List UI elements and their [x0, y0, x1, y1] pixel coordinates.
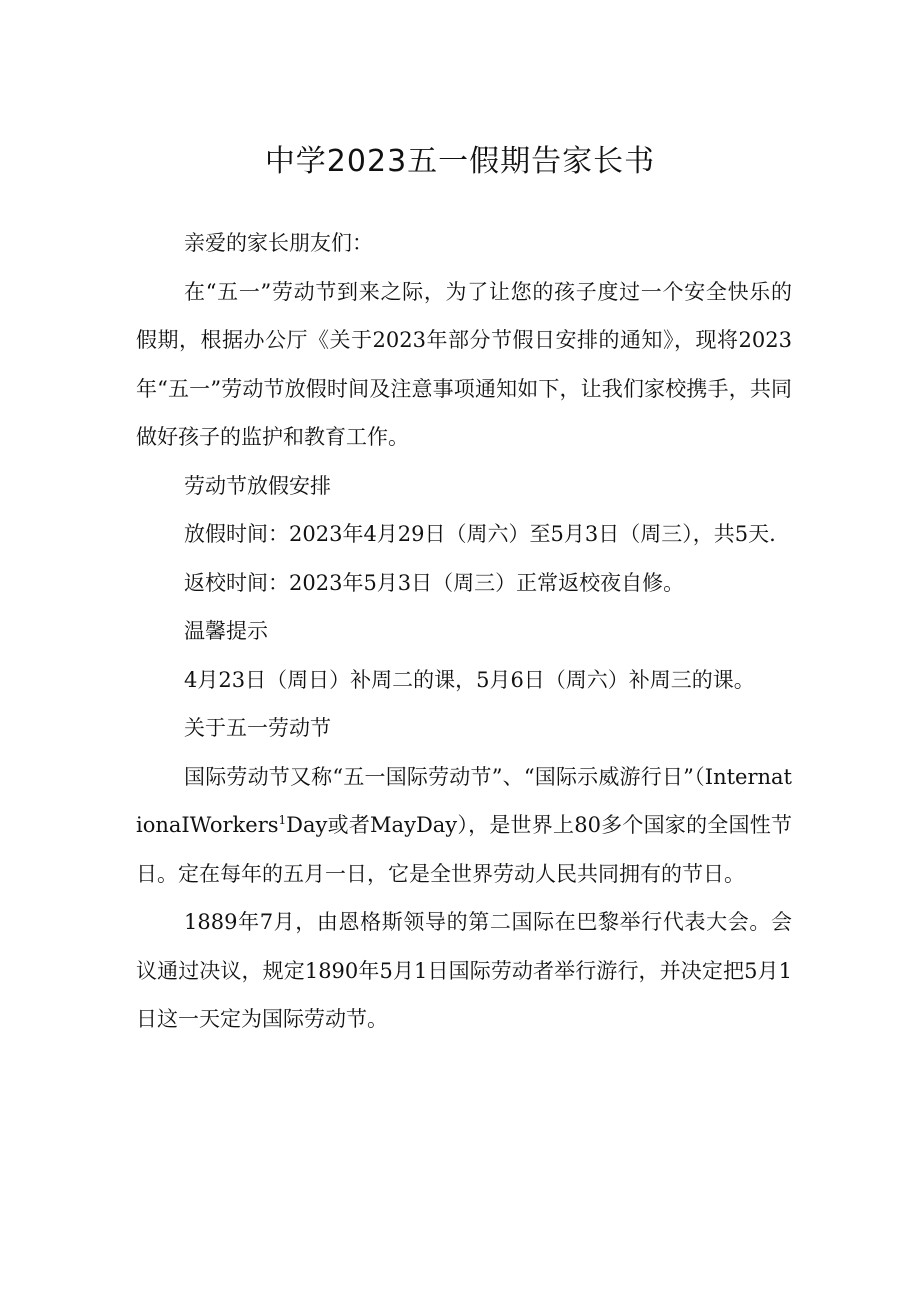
return-time-paragraph: 返校时间：2023年5月3日（周三）正常返校夜自修。 — [184, 570, 685, 595]
section-heading-holiday: 劳动节放假安排 — [184, 473, 331, 498]
greeting: 亲爱的家长朋友们： — [184, 231, 373, 255]
about-paragraph-1-part-a: 国际劳动节又称“五一国际劳动节”、“国际示威游行日”（InternationaIWorkers — [136, 764, 792, 837]
document-title: 中学2023五一假期告家长书 — [264, 144, 656, 179]
intro-paragraph: 在“五一”劳动节到来之际，为了让您的孩子度过一个安全快乐的假期，根据办公厅《关于2023年部分节假日安排的通知》，现将2023年“五一”劳动节放假时间及注意事项通知如下，让我们家校携手，共同做好孩子的监护和教育工作。 — [136, 279, 792, 449]
tips-paragraph: 4月23日（周日）补周二的课，5月6日（周六）补周三的课。 — [184, 667, 755, 692]
document-body — [136, 219, 792, 1044]
section-heading-tips: 温馨提示 — [184, 619, 268, 643]
about-paragraph-2: 1889年7月，由恩格斯领导的第二国际在巴黎举行代表大会。会议通过决议，规定1890年5月1日国际劳动者举行游行，并决定把5月1日这一天定为国际劳动节。 — [136, 910, 792, 1031]
footnote-mark: 1 — [278, 813, 287, 827]
holiday-time-paragraph: 放假时间：2023年4月29日（周六）至5月3日（周三），共5天. — [184, 522, 776, 546]
about-paragraph-1-part-b: Day或者MayDay），是世界上80多个国家的全国性节日。定在每年的五月一日，它是全世界劳动人民共同拥有的节日。 — [136, 813, 792, 886]
about-paragraph-1 — [136, 753, 792, 899]
section-heading-about: 关于五一劳动节 — [184, 716, 331, 740]
